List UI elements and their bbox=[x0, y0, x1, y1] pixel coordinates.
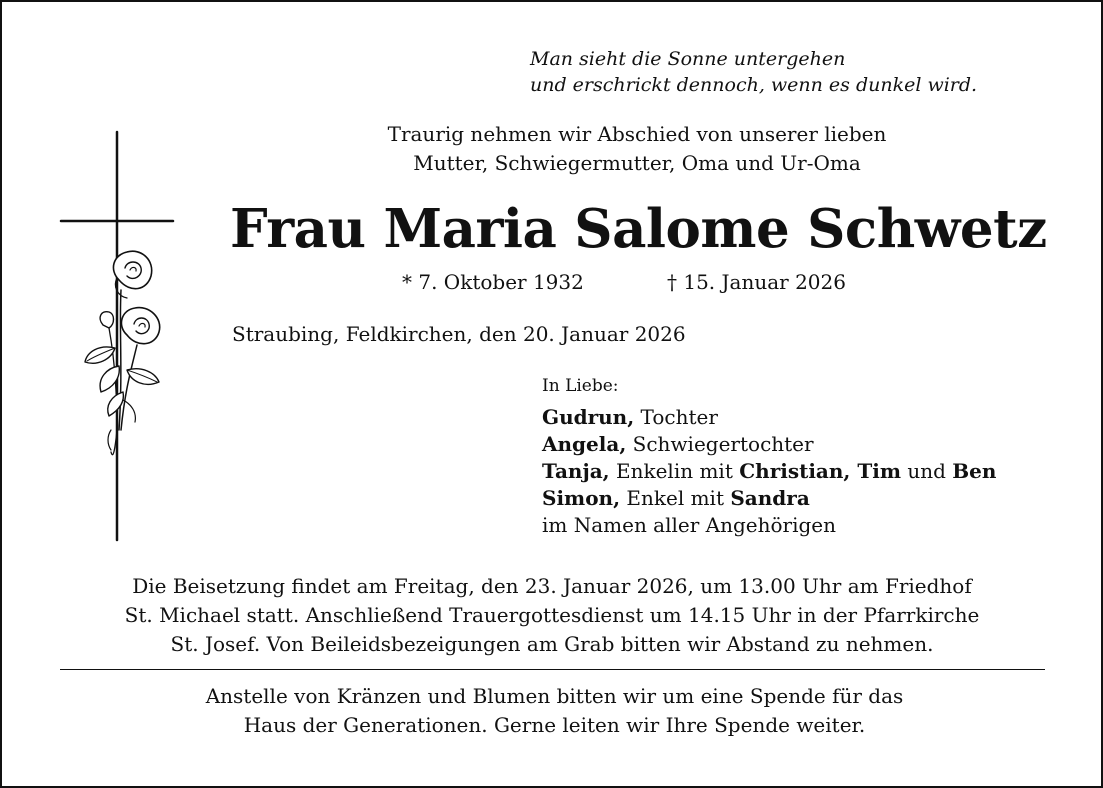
motto-line-2: und erschrickt dennoch, wenn es dunkel wird. bbox=[530, 74, 978, 96]
family-lead: In Liebe: bbox=[542, 376, 619, 396]
family-member-name: Tanja, bbox=[542, 459, 610, 483]
family-member-name: Gudrun, bbox=[542, 405, 635, 429]
burial-line-3: St. Josef. Von Beileidsbezeigungen am Grab bitten wir Abstand zu nehmen. bbox=[170, 632, 934, 656]
family-signatures bbox=[542, 374, 996, 539]
place-and-date: Straubing, Feldkirchen, den 20. Januar 2026 bbox=[232, 322, 686, 346]
death-date: † 15. Januar 2026 bbox=[667, 270, 846, 294]
burial-line-1: Die Beisetzung findet am Freitag, den 23. Januar 2026, um 13.00 Uhr am Friedhof bbox=[132, 574, 972, 598]
family-line bbox=[542, 431, 996, 458]
donation-line-2: Haus der Generationen. Gerne leiten wir Ihre Spende weiter. bbox=[243, 713, 866, 737]
donation-request bbox=[62, 682, 1047, 740]
motto-quote bbox=[530, 46, 977, 98]
burial-line-2: St. Michael statt. Anschließend Trauergottesdienst um 14.15 Uhr in der Pfarrkirche bbox=[124, 603, 980, 627]
family-member-role: Tochter bbox=[634, 405, 718, 429]
intro-line-2: Mutter, Schwiegermutter, Oma und Ur-Oma bbox=[413, 151, 861, 175]
family-line bbox=[542, 404, 996, 431]
family-member-role: Enkel mit bbox=[620, 486, 731, 510]
family-member-name: Simon, bbox=[542, 486, 621, 510]
motto-line-1: Man sieht die Sonne untergehen bbox=[530, 48, 846, 70]
family-member-role: Enkelin mit bbox=[609, 459, 740, 483]
intro-line-1: Traurig nehmen wir Abschied von unserer lieben bbox=[387, 122, 887, 146]
donation-line-1: Anstelle von Kränzen und Blumen bitten wir um eine Spende für das bbox=[205, 684, 904, 708]
family-member-name: Ben bbox=[952, 459, 997, 483]
family-line bbox=[542, 458, 996, 485]
family-line bbox=[542, 485, 996, 512]
birth-date: * 7. Oktober 1932 bbox=[402, 270, 584, 294]
family-member-role: Schwiegertochter bbox=[626, 432, 814, 456]
family-member-name: Sandra bbox=[730, 486, 810, 510]
family-member-name: Angela, bbox=[542, 432, 627, 456]
family-connector: und bbox=[901, 459, 953, 483]
deceased-name: Frau Maria Salome Schwetz bbox=[230, 198, 1047, 260]
intro-text bbox=[232, 120, 1042, 178]
family-line: im Namen aller Angehörigen bbox=[542, 513, 837, 537]
divider bbox=[60, 669, 1045, 670]
family-member-name: Christian, Tim bbox=[739, 459, 901, 483]
burial-information bbox=[42, 572, 1062, 659]
cross-with-roses-icon bbox=[57, 130, 177, 545]
